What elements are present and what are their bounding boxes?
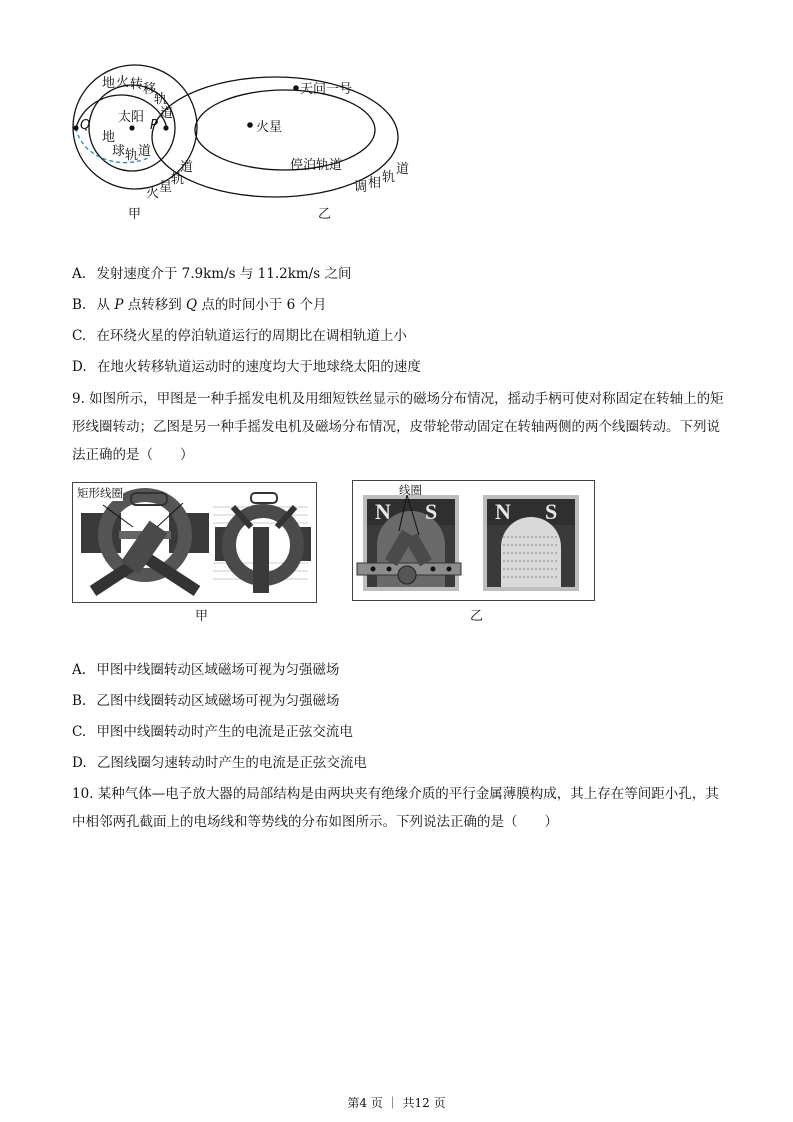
transfer-orbit-label	[102, 72, 192, 132]
earth-orbit-char: 轨	[125, 148, 139, 163]
earth-orbit-char: 地	[102, 130, 116, 145]
option-text: 甲图中线圈转动时产生的电流是正弦交流电	[96, 724, 353, 740]
q8-option-a	[72, 264, 351, 284]
point-q-dot	[73, 125, 78, 130]
q9-option-c	[72, 722, 353, 742]
magnet-n-label: N	[375, 499, 391, 524]
option-text: 发射速度介于 7.9km/s 与 11.2km/s 之间	[96, 266, 352, 282]
coil-rect-label: 矩形线圈	[77, 486, 123, 500]
q9-figure-jia-caption: 甲	[195, 609, 209, 624]
magnet-s-label: S	[425, 499, 438, 524]
option-text: 乙图中线圈转动区域磁场可视为匀强磁场	[96, 693, 340, 709]
option-text: 在地火转移轨道运动时的速度均大于地球绕太阳的速度	[96, 359, 421, 375]
magnet-s-label: S	[545, 499, 558, 524]
phasing-orbit-char: 调	[354, 180, 368, 195]
mars-orbit-label	[144, 152, 204, 202]
q8-option-b	[72, 295, 327, 315]
option-text: 点转移到	[123, 297, 186, 313]
probe-dot	[293, 85, 299, 91]
mars-orbit-char: 火	[146, 186, 160, 201]
parking-orbit-label: 停泊轨道	[290, 158, 343, 173]
q9-option-a	[72, 660, 339, 680]
phasing-orbit-char: 相	[368, 176, 382, 191]
magnet-n-label: N	[495, 499, 511, 524]
option-letter: B.	[72, 693, 87, 709]
option-text: 点的时间小于 6 个月	[197, 297, 327, 313]
mars-orbit-char: 轨	[171, 172, 185, 187]
q10-stem: 10. 某种气体—电子放大器的局部结构是由两块夹有绝缘介质的平行金属薄膜构成，其上存在等间距小孔，其中相邻两孔截面上的电场线和等势线的分布如图所示。下列说法正确的是（ ）	[72, 786, 719, 830]
q9-figure-jia	[72, 482, 317, 603]
figure-jia-caption: 甲	[128, 207, 142, 222]
probe-label: 天问一号	[300, 82, 353, 97]
option-letter: D.	[72, 359, 87, 375]
page-footer: 第4 页 ｜ 共12 页	[347, 1096, 446, 1110]
q9-figure-yi	[352, 480, 595, 601]
q9-option-b	[72, 691, 340, 711]
mars-orbit-char: 道	[180, 160, 194, 175]
option-letter: D.	[72, 755, 87, 771]
transfer-orbit-char: 轨	[154, 92, 168, 107]
earth-orbit-char: 球	[112, 144, 126, 159]
earth-orbit-char: 道	[138, 144, 152, 159]
var-p: P	[114, 297, 124, 313]
option-text: 乙图线圈匀速转动时产生的电流是正弦交流电	[96, 755, 367, 771]
mars-dot	[247, 122, 253, 128]
option-text: 在环绕火星的停泊轨道运行的周期比在调相轨道上小	[96, 328, 407, 344]
transfer-orbit-char: 地	[102, 76, 116, 91]
point-q-label: Q	[80, 118, 91, 133]
mars-label: 火星	[256, 120, 283, 135]
option-letter: C.	[72, 328, 87, 344]
transfer-orbit-char: 移	[143, 82, 157, 97]
transfer-orbit-char: 火	[116, 75, 130, 90]
parking-orbit-ellipse	[195, 90, 375, 170]
option-text: 从	[96, 297, 115, 313]
option-letter: C.	[72, 724, 87, 740]
option-letter: A.	[72, 266, 87, 282]
transfer-orbit-char: 道	[160, 106, 174, 121]
point-p-label: P	[150, 118, 158, 133]
figure-yi-caption: 乙	[318, 207, 332, 222]
phasing-orbit-label	[354, 156, 414, 196]
q8-option-d	[72, 357, 421, 377]
option-letter: A.	[72, 662, 87, 678]
option-letter: B.	[72, 297, 87, 313]
phasing-orbit-char: 轨	[382, 170, 396, 185]
mars-orbit-char: 星	[159, 180, 173, 195]
sun-label: 太阳	[118, 110, 145, 125]
transfer-orbit-char: 转	[130, 77, 144, 92]
q8-option-c	[72, 326, 407, 346]
coil-label: 线圈	[399, 483, 422, 497]
option-text: 甲图中线圈转动区域磁场可视为匀强磁场	[96, 662, 340, 678]
q9-figure-yi-caption: 乙	[470, 609, 484, 624]
var-q: Q	[186, 297, 198, 313]
q9-stem: 9. 如图所示，甲图是一种手摇发电机及用细短铁丝显示的磁场分布情况，摇动手柄可使对称固定在转轴上的矩形线圈转动；乙图是另一种手摇发电机及磁场分布情况，皮带轮带动固定在转轴两侧的两个线圈转动。下列说法正确的是（ ）	[72, 391, 724, 463]
q9-option-d	[72, 753, 367, 773]
phasing-orbit-char: 道	[396, 162, 410, 177]
